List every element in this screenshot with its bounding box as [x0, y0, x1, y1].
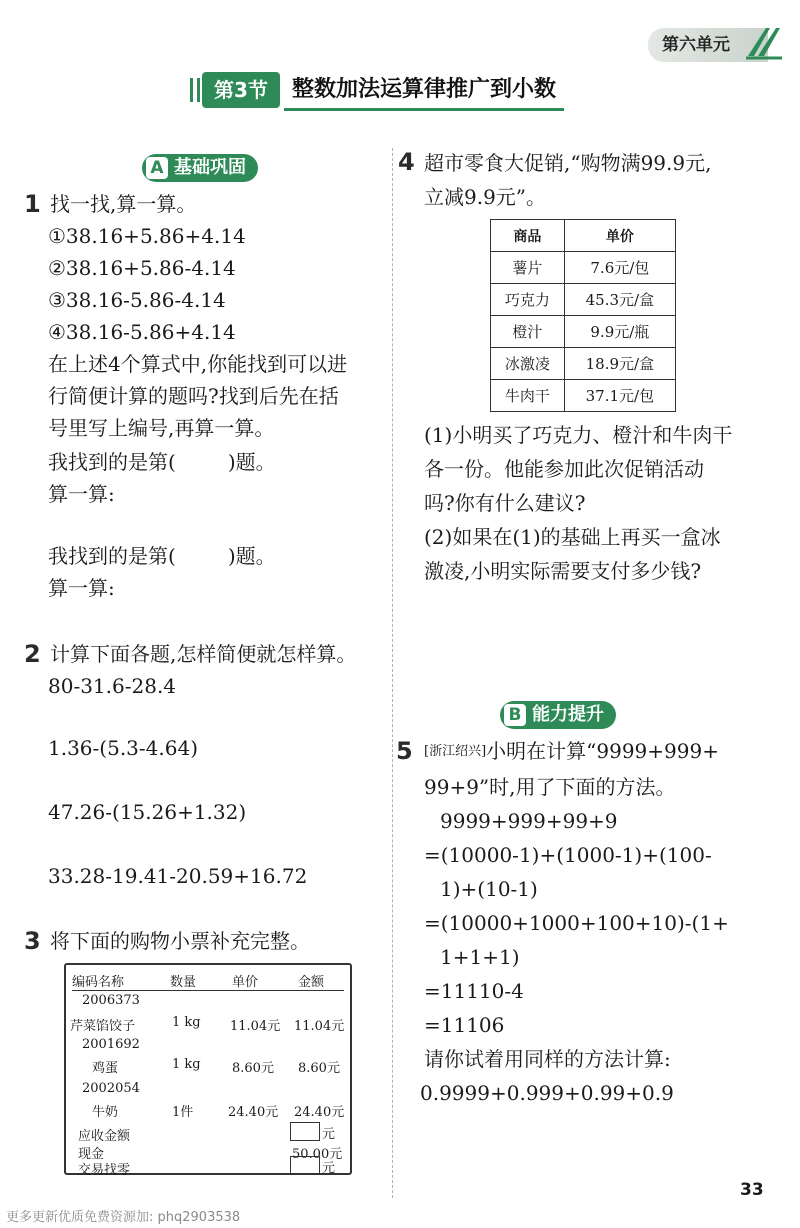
table-cell-item: 牛肉干	[491, 380, 565, 412]
receipt-item-code: 2001692	[82, 1037, 140, 1052]
receipt-item-code: 2002054	[82, 1081, 140, 1096]
receipt-total-blank[interactable]	[290, 1122, 320, 1141]
section-badge: 第3节	[202, 72, 280, 108]
price-table-header: 商品	[491, 220, 565, 252]
question-4-prompt: 立减9.9元”。	[424, 185, 547, 209]
receipt-item-price: 24.40元	[228, 1105, 279, 1120]
receipt-change-label: 交易找零	[78, 1163, 131, 1178]
receipt-item-qty: 1件	[172, 1105, 194, 1120]
question-2-expression: 1.36-(5.3-4.64)	[48, 736, 198, 760]
answer-prefix: 我找到的是第(	[48, 544, 176, 568]
table-cell-price: 9.9元/瓶	[564, 316, 675, 348]
answer-prefix: 我找到的是第(	[48, 450, 176, 474]
question-1-calc-label: 算一算:	[48, 576, 115, 600]
question-1-answer-line	[48, 541, 276, 571]
solution-step: =(10000+1000+100+10)-(1+	[424, 911, 729, 935]
answer-suffix: )题。	[227, 450, 276, 474]
receipt-item-qty: 1 kg	[172, 1015, 201, 1030]
part-b-letter: B	[504, 704, 526, 726]
question-5-task: 0.9999+0.999+0.99+0.9	[420, 1081, 674, 1105]
receipt-item-price: 11.04元	[230, 1019, 281, 1034]
question-1-description: 在上述4个算式中,你能找到可以进	[48, 352, 348, 376]
question-5-number: 5	[396, 737, 413, 765]
question-5-prompt-b: 99+9”时,用了下面的方法。	[424, 775, 676, 799]
receipt-item-price: 8.60元	[232, 1061, 274, 1076]
receipt-yuan-unit: 元	[322, 1161, 336, 1176]
question-1-description: 号里写上编号,再算一算。	[48, 416, 275, 440]
receipt-header-divider	[72, 990, 344, 991]
table-cell-item: 橙汁	[491, 316, 565, 348]
solution-step: 1+1+1)	[440, 945, 520, 969]
question-1-calc-label: 算一算:	[48, 482, 115, 506]
table-cell-price: 37.1元/包	[564, 380, 675, 412]
receipt-cash-value: 50.00元	[292, 1147, 343, 1162]
receipt-item-code: 2006373	[82, 993, 140, 1008]
table-cell-price: 45.3元/盒	[564, 284, 675, 316]
receipt-change-blank[interactable]	[290, 1156, 320, 1175]
unit-label: 第六单元	[648, 28, 768, 62]
question-2-expression: 47.26-(15.26+1.32)	[48, 800, 247, 824]
table-row	[491, 252, 676, 284]
question-1-item: ③38.16-5.86-4.14	[48, 288, 226, 312]
question-4-subquestion: 吗?你有什么建议?	[424, 491, 586, 515]
solution-step: 9999+999+99+9	[440, 809, 618, 833]
question-2-prompt: 计算下面各题,怎样简便就怎样算。	[50, 642, 357, 666]
table-cell-price: 18.9元/盒	[564, 348, 675, 380]
solution-step: 1)+(10-1)	[440, 877, 538, 901]
question-4-subquestion: 各一份。他能参加此次促销活动	[424, 457, 704, 481]
question-4-subquestion: (2)如果在(1)的基础上再买一盒冰	[424, 525, 721, 549]
question-4-subquestion: 激凌,小明实际需要支付多少钱?	[424, 559, 702, 583]
part-b-label	[500, 701, 616, 729]
price-table	[490, 219, 676, 412]
column-divider	[392, 148, 393, 1198]
question-1-item: ②38.16+5.86-4.14	[48, 256, 236, 280]
question-5-ask: 请你试着用同样的方法计算:	[424, 1047, 671, 1071]
page-number: 33	[740, 1180, 764, 1200]
table-row	[491, 284, 676, 316]
receipt-item-name: 芹菜馅饺子	[70, 1019, 136, 1034]
section-title: 整数加法运算律推广到小数	[284, 72, 564, 111]
question-1-answer-line	[48, 447, 276, 477]
price-table-header: 单价	[564, 220, 675, 252]
receipt-header-amount: 金额	[298, 975, 325, 990]
table-cell-price: 7.6元/包	[564, 252, 675, 284]
question-3-number: 3	[24, 927, 41, 955]
question-5-prompt-a: 小明在计算“9999+999+	[486, 739, 719, 763]
footer-watermark: 更多更新优质免费资源加: phq2903538	[6, 1210, 241, 1225]
receipt-total-label: 应收金额	[78, 1129, 131, 1144]
receipt-item-name: 牛奶	[92, 1105, 119, 1120]
receipt-header-code-name: 编码名称	[72, 975, 125, 990]
question-1-description: 行简便计算的题吗?找到后先在括	[48, 384, 339, 408]
unit-decoration-icon	[744, 22, 784, 62]
part-a-label	[142, 154, 258, 182]
table-cell-item: 薯片	[491, 252, 565, 284]
receipt-item-amount: 11.04元	[294, 1019, 345, 1034]
solution-step: =11106	[424, 1013, 505, 1037]
question-2-expression: 33.28-19.41-20.59+16.72	[48, 864, 308, 888]
receipt-yuan-unit: 元	[322, 1127, 336, 1142]
question-1-number: 1	[24, 190, 41, 218]
question-5-source: [浙江绍兴]	[424, 744, 487, 759]
receipt-item-amount: 8.60元	[298, 1061, 340, 1076]
receipt-item-amount: 24.40元	[294, 1105, 345, 1120]
receipt-cash-label: 现金	[78, 1147, 105, 1162]
question-5-prompt	[424, 736, 719, 767]
receipt-item-name: 鸡蛋	[92, 1061, 119, 1076]
question-1-prompt: 找一找,算一算。	[50, 192, 197, 216]
question-2-expression: 80-31.6-28.4	[48, 674, 177, 698]
table-row	[491, 316, 676, 348]
section-decoration	[190, 78, 200, 102]
receipt-header-qty: 数量	[170, 975, 197, 990]
table-row	[491, 348, 676, 380]
question-4-subquestion: (1)小明买了巧克力、橙汁和牛肉干	[424, 423, 733, 447]
part-a-text: 基础巩固	[174, 157, 246, 178]
question-2-number: 2	[24, 640, 41, 668]
table-cell-item: 巧克力	[491, 284, 565, 316]
question-4-prompt: 超市零食大促销,“购物满99.9元,	[424, 151, 712, 175]
receipt-header-price: 单价	[232, 975, 259, 990]
part-b-text: 能力提升	[532, 704, 604, 725]
table-cell-item: 冰激凌	[491, 348, 565, 380]
price-table-header-row	[491, 220, 676, 252]
table-row	[491, 380, 676, 412]
solution-step: =11110-4	[424, 979, 524, 1003]
question-3-prompt: 将下面的购物小票补充完整。	[50, 929, 310, 953]
solution-step: =(10000-1)+(1000-1)+(100-	[424, 843, 712, 867]
receipt-item-qty: 1 kg	[172, 1057, 201, 1072]
question-1-item: ④38.16-5.86+4.14	[48, 320, 236, 344]
question-1-item: ①38.16+5.86+4.14	[48, 224, 246, 248]
shopping-receipt	[64, 963, 352, 1178]
answer-suffix: )题。	[227, 544, 276, 568]
part-a-letter: A	[146, 157, 168, 179]
question-4-number: 4	[398, 148, 415, 176]
